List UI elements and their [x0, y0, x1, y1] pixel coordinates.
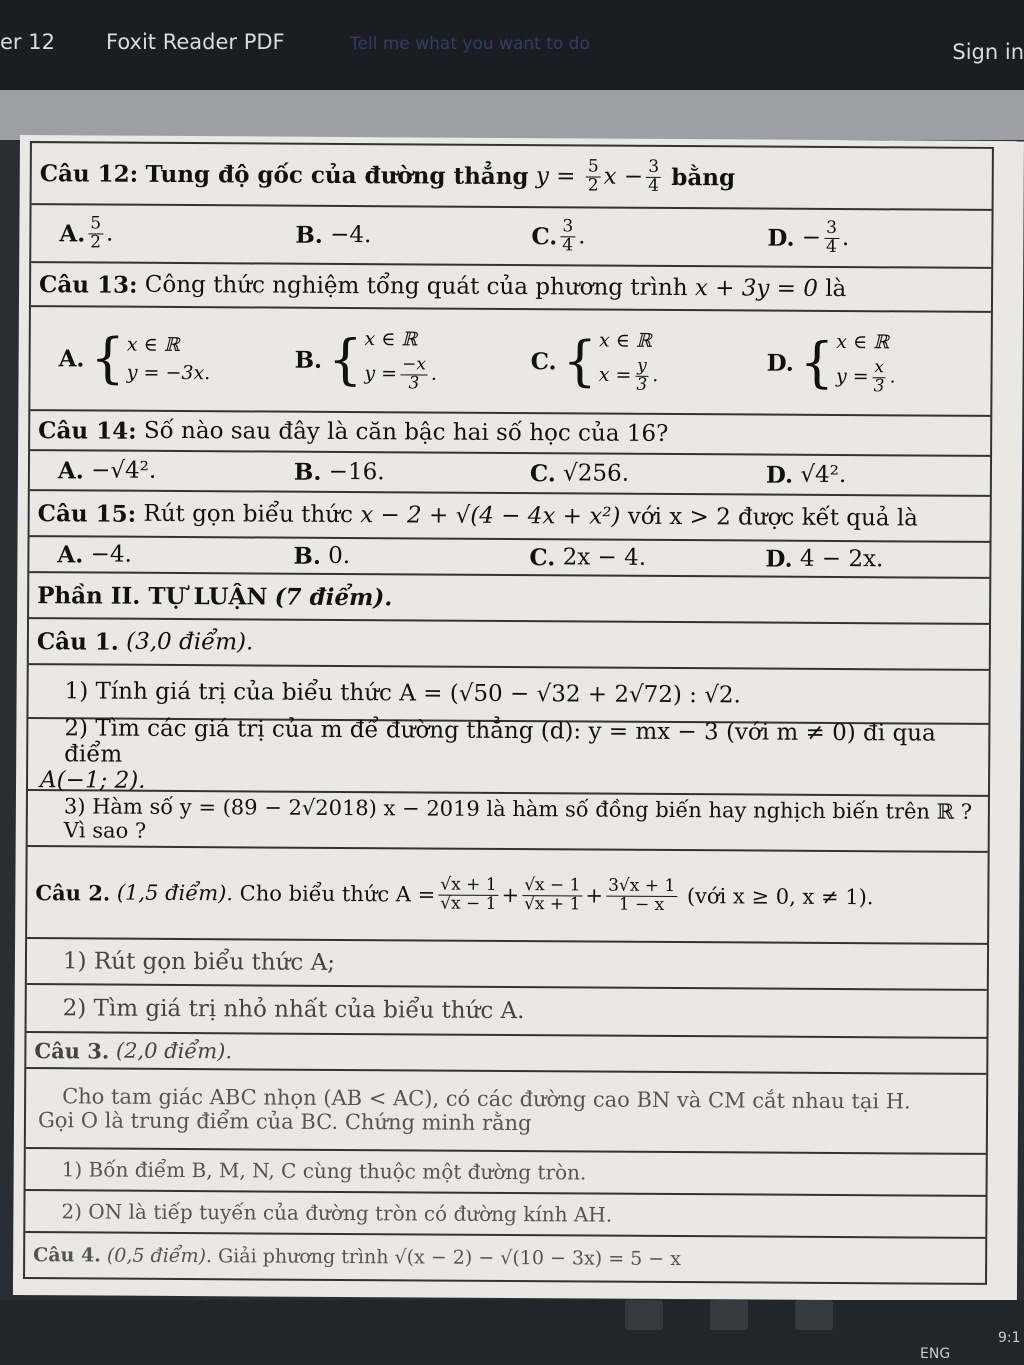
c2-text: Cho biểu thức A = — [239, 881, 436, 907]
q14-text: Số nào sau đây là căn bậc hai số học của 16? — [143, 417, 669, 447]
c1-part1: 1) Tính giá trị của biểu thức A = (√50 − √32 + 2√72) : √2. — [28, 665, 988, 725]
c3-part2: 2) ON là tiếp tuyến của đường tròn có đường kính AH. — [25, 1191, 985, 1239]
q12-frac1: $\frac{5}{2}$ — [587, 156, 599, 196]
q13-option-b: B. { x ∈ ℝ y = $\frac{-x}{3}$ . — [294, 327, 438, 393]
q13-option-a: A. { x ∈ ℝ y = −3x. — [58, 326, 211, 390]
q13-option-d: D. { x ∈ ℝ y = $\frac{x}{3}$ . — [766, 330, 896, 396]
pdf-page — [13, 135, 1024, 1301]
c2-condition: (với x ≥ 0, x ≠ 1). — [686, 884, 874, 910]
q13-suffix: là — [825, 275, 847, 303]
c4-text: Giải phương trình √(x − 2) − √(10 − 3x) = 5 − x — [217, 1245, 682, 1271]
q15-option-b: B. 0. — [293, 542, 351, 570]
q12-text: Tung độ gốc của đường thẳng — [145, 160, 529, 190]
q15-option-a: A. −4. — [57, 540, 132, 568]
q15-options — [29, 537, 989, 579]
taskbar-app-icon[interactable] — [795, 1300, 833, 1330]
q15-cond: với x > 2 — [627, 503, 731, 531]
c2-term2: $\frac{√x - 1}{√x + 1}$ — [524, 874, 581, 914]
q12-option-a: A. $\frac{5}{2}$ . — [59, 213, 114, 252]
q14-option-c: C. √256. — [529, 459, 630, 487]
q14-option-a: A. −√4². — [57, 456, 157, 484]
c1-heading — [29, 619, 989, 671]
c4-points: (0,5 điểm). — [106, 1244, 213, 1268]
q12-eq-y: y — [535, 163, 549, 190]
q12-eq-mid: x − — [603, 163, 644, 190]
taskbar-app-icon[interactable] — [625, 1300, 663, 1330]
window-tab-fragment[interactable]: er 12 — [0, 30, 55, 54]
q13-equation: x + 3y = 0 — [694, 275, 818, 302]
exam-table — [23, 141, 994, 1285]
c3-part1: 1) Bốn điểm B, M, N, C cùng thuộc một đường tròn. — [26, 1149, 986, 1197]
q13-stem — [31, 263, 991, 313]
c3-points: (2,0 điểm). — [115, 1038, 233, 1064]
q13-text: Công thức nghiệm tổng quát của phương trình — [144, 271, 688, 302]
sign-in-link[interactable]: Sign in — [952, 40, 1024, 64]
q14-option-d: D. √4². — [765, 461, 847, 489]
q13-label: Câu 13: — [39, 270, 138, 299]
q14-label: Câu 14: — [38, 416, 137, 445]
q12-options — [31, 205, 991, 269]
c1-label: Câu 1. — [36, 627, 119, 656]
c3-statement: Cho tam giác ABC nhọn (AB < AC), có các đường cao BN và CM cắt nhau tại H. Gọi O là trung điểm của BC. Chứng minh rằng — [26, 1069, 986, 1155]
c4-label: Câu 4. — [33, 1244, 101, 1267]
taskbar-app-icon[interactable] — [710, 1300, 748, 1330]
q15-option-d: D. 4 − 2x. — [765, 545, 884, 573]
q15-label: Câu 15: — [37, 499, 137, 528]
part2-heading — [29, 573, 989, 625]
c3-label: Câu 3. — [34, 1037, 110, 1064]
q15-stem — [30, 491, 990, 543]
app-title: Foxit Reader PDF — [106, 30, 285, 54]
c1-points: (3,0 điểm). — [126, 628, 254, 656]
tell-me-search[interactable]: Tell me what you want to do — [350, 34, 590, 54]
c2-part1: 1) Rút gọn biểu thức A; — [27, 939, 987, 991]
c3-heading — [26, 1033, 986, 1075]
q15-option-c: C. 2x − 4. — [529, 543, 647, 571]
part2-points: (7 điểm). — [274, 583, 393, 611]
q13-options — [30, 307, 991, 417]
q14-option-b: B. −16. — [293, 458, 385, 486]
clock[interactable]: 9:1 — [998, 1330, 1021, 1346]
c2-term3: $\frac{3√x + 1}{1 - x}$ — [606, 877, 677, 914]
q14-stem — [30, 411, 990, 457]
taskbar — [0, 1300, 1024, 1365]
q12-option-b: B. −4. — [295, 221, 372, 249]
c2-part2: 2) Tìm giá trị nhỏ nhất của biểu thức A. — [27, 985, 987, 1039]
app-titlebar — [0, 0, 1024, 90]
q12-frac2: $\frac{3}{4}$ — [648, 156, 660, 196]
c1-part3: 3) Hàm số y = (89 − 2√2018) x − 2019 là hàm số đồng biến hay nghịch biến trên ℝ ? Vì sao ? — [28, 791, 988, 853]
q12-suffix: bằng — [671, 163, 736, 191]
q12-option-d: D. − $\frac{3}{4}$ . — [767, 217, 850, 257]
c2-label: Câu 2. — [35, 879, 111, 906]
q12-stem: Câu 12: Tung độ gốc của đường thẳng y = $\frac{5}{2}$ x − $\frac{3}{4}$ bằng — [32, 143, 992, 211]
q13-option-c: C. { x ∈ ℝ x = $\frac{y}{3}$ . — [530, 329, 659, 395]
q14-options — [30, 451, 990, 497]
c2-term1: $\frac{√x + 1}{√x - 1}$ — [440, 874, 497, 914]
c2-points: (1,5 điểm). — [116, 880, 234, 906]
ribbon-area — [0, 90, 1024, 140]
part2-title: Phần II. TỰ LUẬN — [37, 581, 268, 611]
q15-text: Rút gọn biểu thức — [143, 500, 353, 529]
q15-expr: x − 2 + √(4 − 4x + x²) — [360, 502, 621, 530]
q12-option-c: C. $\frac{3}{4}$ . — [531, 215, 586, 255]
q15-suffix: được kết quả là — [738, 504, 919, 532]
q12-label: Câu 12: — [39, 159, 139, 188]
c4-row — [25, 1233, 985, 1283]
c2-heading: Câu 2. (1,5 điểm). Cho biểu thức A = $\frac{√x + 1}{√x - 1}$ + $\frac{√x - 1}{√x + 1}$ + $\frac{3√x + 1}{1 - x}$ (với x ≥ 0, x ≠ 1). — [27, 847, 988, 945]
c1-part2: 2) Tìm các giá trị của m để đường thẳng (d): y = mx − 3 (với m ≠ 0) đi qua điểm A(−1; 2). — [28, 719, 988, 797]
language-indicator[interactable]: ENG — [920, 1346, 951, 1362]
